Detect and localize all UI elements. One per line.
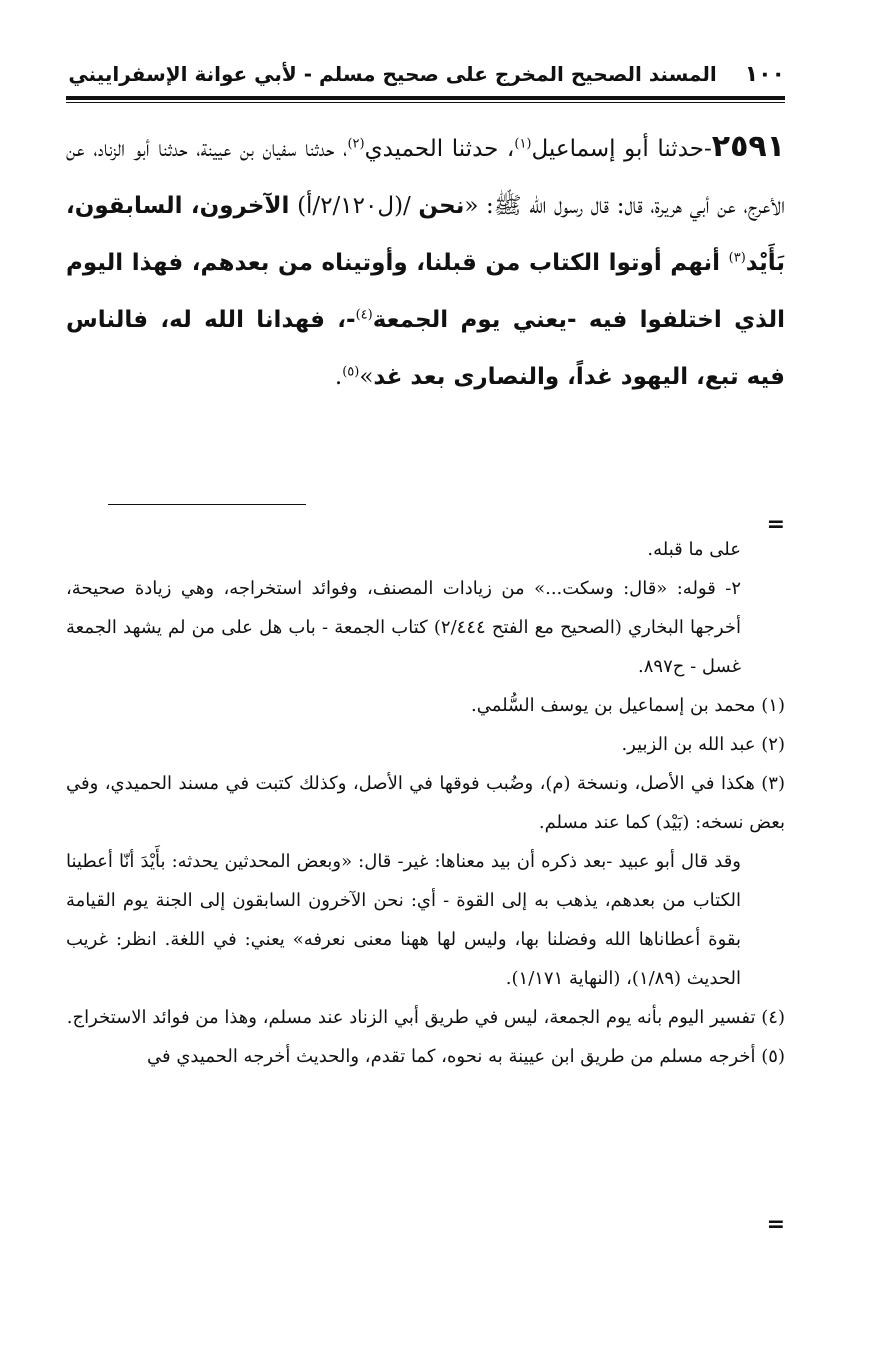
footnote-carryover: ٢- قوله: «قال: وسكت...» من زيادات المصنف، وفوائد استخراجه، وهي زيادة صحيحة، أخرجها البخاري (الصحيح مع الفتح ٢/٤٤٤) كتاب الجمعة - باب هل على من لم يشهد الجمعة غسل - ح٨٩٧. [66, 578, 741, 677]
continuation-mark-bottom: = [766, 1212, 785, 1237]
footnote-carryover: على ما قبله. [647, 539, 741, 560]
hadith-number: ٢٥٩١ [711, 129, 786, 164]
text-segment: ، حدثنا سفيان بن عيينة، حدثنا أبو الزناد، عن الأعرج، عن أبي هريرة، قال: قال رسول الله ﷺ: « [66, 136, 785, 219]
footnote-3-continued: وقد قال أبو عبيد -بعد ذكره أن بيد معناها: غير- قال: «وبعض المحدثين يحدثه: بأَيْدَ أنّا أعطينا الكتاب من بعدهم، يذهب به إلى القوة - أي: نحن الآخرون السابقون إلى الجنة يوم القيامة بقوة أعطاناها الله وفضلنا بها، وليس لها ههنا معنى نعرفه» يعني: في اللغة. انظر: غريب الحديث (١/٨٩)، (النهاية ١/١٧١). [66, 851, 741, 989]
bold-segment: أنهم أوتوا الكتاب من قبلنا، وأوتيناه من بعدهم، فهذا اليوم الذي اختلفوا فيه -يعني يوم الجمعة [66, 250, 785, 333]
hadith-text [66, 118, 785, 406]
footnote-separator [108, 504, 306, 505]
text-segment: » [359, 364, 374, 390]
footnote-ref-3: (٣) [728, 250, 746, 266]
header-rule-thin [66, 102, 785, 103]
book-title: المسند الصحيح المخرج على صحيح مسلم - لأبي عوانة الإسفراييني [68, 62, 717, 86]
footnote-ref-4: (٤) [355, 307, 373, 323]
footnotes-section [66, 530, 785, 1076]
bold-segment: -، فهدانا الله له، فالناس فيه تبع، اليهود غداً، والنصارى بعد غد [66, 307, 785, 390]
footnote-4: (٤) تفسير اليوم بأنه يوم الجمعة، ليس في طريق أبي الزناد عند مسلم، وهذا من فوائد الاستخراج. [66, 1007, 785, 1028]
text-segment: ، حدثنا الحميدي [364, 136, 515, 162]
hadith-paragraph [66, 118, 785, 406]
footnote-3: (٣) هكذا في الأصل، ونسخة (م)، وضُبب فوقها في الأصل، وكذلك كتبت في مسند الحميدي، وفي بعض نسخه: (بَيْد) كما عند مسلم. [66, 773, 785, 833]
footnote-ref-2: (٢) [347, 136, 365, 152]
footnote-1: (١) محمد بن إسماعيل بن يوسف السُّلمي. [470, 695, 785, 716]
bold-segment: نحن [418, 193, 465, 219]
text-segment: -حدثنا أبو إسماعيل [531, 136, 712, 162]
footnote-ref-5: (٥) [342, 364, 360, 380]
bold-segment: الآخرون، السابقون، بَأَيْد [66, 193, 785, 276]
footnote-5: (٥) أخرجه مسلم من طريق ابن عيينة به نحوه، كما تقدم، والحديث أخرجه الحميدي في [147, 1046, 785, 1067]
header-rule-thick [66, 96, 785, 100]
continuation-mark-top: = [766, 512, 785, 537]
footnote-ref-1: (١) [514, 136, 532, 152]
running-header [66, 56, 785, 92]
page-number: ١٠٠ [744, 61, 785, 87]
footnote-2: (٢) عبد الله بن الزبير. [621, 734, 785, 755]
manuscript-ref: /(ل٢/١٢٠/أ) [289, 193, 419, 219]
text-segment: . [334, 364, 343, 390]
